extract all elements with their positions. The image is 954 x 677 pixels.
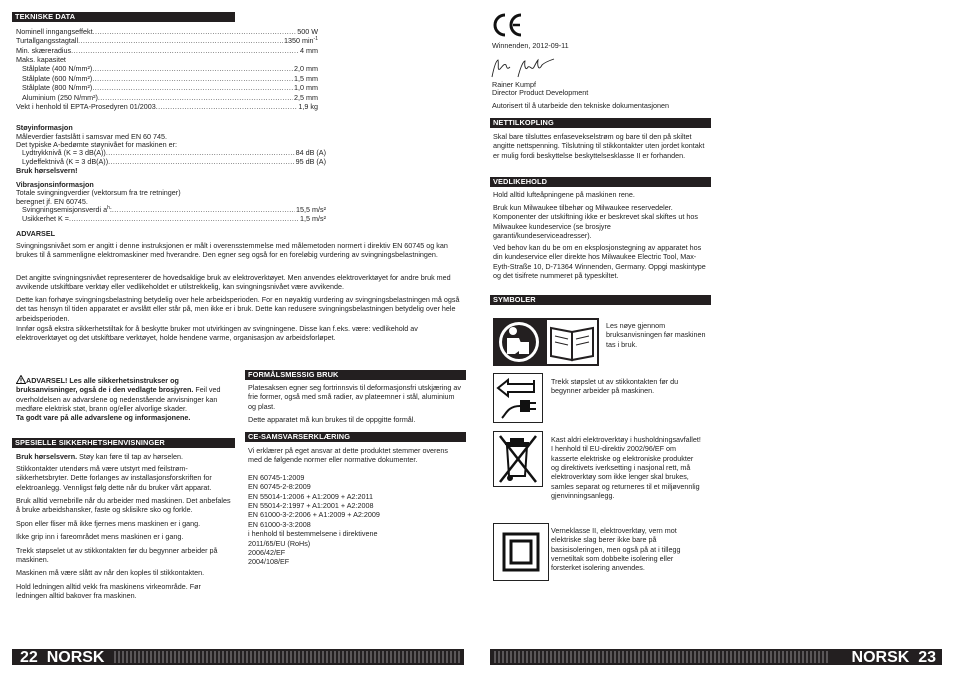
ce-standards-list bbox=[248, 473, 462, 567]
spec-row bbox=[16, 46, 318, 55]
section-header-maintenance: VEDLIKEHOLD bbox=[490, 177, 711, 187]
noise-row-label: Lydtrykknivå (K = 3 dB(A)) bbox=[22, 148, 106, 157]
spec-row-leader bbox=[92, 64, 293, 73]
vibration-row-leader bbox=[109, 205, 295, 214]
spec-row-value: 1,5 mm bbox=[294, 73, 318, 83]
spec-row-label: Stålplate (800 N/mm²) bbox=[22, 83, 93, 93]
left-page-language: NORSK bbox=[46, 649, 105, 666]
maintenance-paragraph-2: Bruk kun Milwaukee tilbehør og Milwaukee reservedeler. Komponenter der utskiftning ikke er beskrevet skal skiftes ut hos Milwaukee kundeservice (se brosjyre garanti/kundeserviceadresser). bbox=[493, 203, 698, 241]
noise-title: Støyinformasjon bbox=[16, 123, 73, 132]
safety-paragraph: Bruk alltid vernebrille når du arbeider med maskinen. Det anbefales å bruke arbeidshansker, faste og sklisikre sko og forkle. bbox=[16, 496, 231, 515]
vibration-row-label-sub: h bbox=[107, 205, 110, 211]
spec-row-label: Stålplate (400 N/mm²) bbox=[22, 64, 93, 74]
spec-row-value-sup: -1 bbox=[313, 36, 318, 43]
vibration-row-label: Usikkerhet K = bbox=[22, 214, 69, 224]
safety-list bbox=[16, 464, 232, 604]
safety-paragraph: Spon eller fliser må ikke fjernes mens maskinen er i gang. bbox=[16, 518, 201, 528]
vibration-row-leader bbox=[69, 214, 299, 223]
section-header-purpose: FORMÅLSMESSIG BRUK bbox=[245, 370, 466, 380]
spec-row bbox=[16, 27, 318, 36]
warning-title: ADVARSEL bbox=[16, 229, 56, 238]
spec-row-value: 1350 min bbox=[283, 36, 314, 46]
spec-row-value: 4 mm bbox=[300, 45, 318, 55]
left-page-label bbox=[16, 649, 108, 665]
noise-row bbox=[22, 148, 326, 157]
spec-row-value: 2,0 mm bbox=[294, 64, 318, 74]
vibration-title: Vibrasjonsinformasjon bbox=[16, 180, 94, 189]
spec-row bbox=[16, 102, 318, 111]
vibration-row-label: Svingningsemisjonsverdi a bbox=[22, 205, 108, 214]
vibration-row bbox=[22, 205, 326, 214]
spec-row-leader bbox=[78, 36, 283, 45]
safety-paragraph: Stikkontakter utendørs må være utstyrt med feilstrøm-sikkerhetsbryter. Dette forlanges av installasjonsforskriften for elektroanlegg. Vennligst følg dette når du bruker vårt apparat. bbox=[16, 464, 212, 492]
unplug-icon bbox=[493, 373, 543, 423]
ce-standard-line: EN 61000-3-3:2008 bbox=[248, 519, 311, 529]
ce-mark-icon bbox=[492, 12, 524, 40]
ce-declaration-text: Vi erklærer på eget ansvar at dette produktet stemmer overens med de følgende normer eller normative dokumenter. bbox=[248, 446, 449, 465]
noise-row-leader bbox=[106, 148, 295, 157]
signature-icon bbox=[490, 57, 558, 81]
ce-standard-line: EN 60745-1:2009 bbox=[248, 473, 305, 482]
vibration-row bbox=[22, 214, 326, 223]
safety-paragraph: Hold ledningen alltid vekk fra maskinens virkeområde. Før ledningen alltid bakover fra maskinen. bbox=[16, 581, 201, 600]
general-warning-bold: ADVARSEL! Les alle sikkerhetsinstrukser og bruksanvisninger, også de i den vedlagte brosjyren. bbox=[16, 376, 194, 395]
warning-paragraph-4: Innfør også ekstra sikkerhetstiltak for å beskytte bruker mot utvirkingen av svingningene. Disse kan f.eks. være: vedlikehold av elektroverktøyet og det utskiftbare verktøyet, holde hendene varme, organisasjon av arbeidsforløpet. bbox=[16, 324, 418, 343]
read-manual-icon bbox=[493, 318, 599, 366]
spec-row-leader bbox=[92, 83, 293, 92]
spec-row-value: 2,5 mm bbox=[294, 92, 318, 102]
vibration-line-2: beregnet jf. EN 60745. bbox=[16, 197, 88, 206]
vibration-row-label-suffix: : bbox=[109, 205, 112, 214]
maintenance-paragraph-3: Ved behov kan du be om en eksplosjonstegning av apparatet hos din kundeservice eller direkte hos Milwaukee Electric Tool, Max-Eyth-Straße 10, D-71364 Winnenden, Germany. Oppgi maskintype og det tisifrete nummeret på typeskiltet. bbox=[493, 243, 706, 281]
spec-row-label: Vekt i henhold til EPTA-Prosedyren 01/2003 bbox=[16, 101, 156, 111]
warning-triangle-icon bbox=[16, 375, 26, 384]
mains-text: Skal bare tilsluttes enfasevekselstrøm og bare til den på skiltet angitte nettspenning. Tilslutning til stikkontakter uten jordet kontakt er mulig fordi beskyttelse beskyttelsesklasse II er forhanden. bbox=[493, 132, 705, 160]
noise-line-2: Det typiske A-bedømte støynivået for maskinen er: bbox=[16, 140, 177, 149]
spec-row-label: Maks. kapasitet bbox=[16, 55, 66, 65]
symbol-read-manual-text: Les nøye gjennom bruksanvisningen før maskinen tas i bruk. bbox=[606, 321, 706, 349]
maintenance-paragraph-1: Hold alltid lufteåpningene på maskinen rene. bbox=[493, 190, 635, 199]
noise-row-value: 95 dB (A) bbox=[295, 157, 326, 167]
section-header-mains: NETTILKOPLING bbox=[490, 118, 711, 128]
spec-row bbox=[16, 55, 318, 64]
safety-paragraph: Maskinen må være slått av når den koples til stikkontakten. bbox=[16, 568, 205, 578]
spec-row-leader bbox=[93, 27, 297, 36]
spec-row-leader bbox=[156, 102, 298, 111]
noise-line-1: Måleverdier fastslått i samsvar med EN 60 745. bbox=[16, 132, 167, 141]
spec-row-label: Aluminium (250 N/mm²) bbox=[22, 92, 98, 102]
weee-bin-icon bbox=[493, 431, 543, 487]
warning-paragraph-2: Det angitte svingningsnivået representerer de hovedsaklige bruk av elektroverktøyet. Men anvendes elektroverktøyet for andre bruk med avvikende utskiftbare verktøy eller vedlikeholdet er utilstrekkelig, kan svingningsnivået være avvikende. bbox=[16, 273, 451, 292]
safety-hearing-text: Støy kan føre til tap av hørselen. bbox=[77, 452, 183, 461]
ce-standard-line: 2011/65/EU (RoHs) bbox=[248, 538, 311, 548]
place-date: Winnenden, 2012-09-11 bbox=[492, 41, 569, 50]
spec-list bbox=[16, 27, 318, 111]
keep-instructions: Ta godt vare på alle advarslene og informasjonene. bbox=[16, 413, 191, 423]
ce-standard-line: EN 55014-1:2006 + A1:2009 + A2:2011 bbox=[248, 491, 373, 501]
purpose-paragraph-2: Dette apparatet må kun brukes til de oppgitte formål. bbox=[248, 415, 416, 424]
spec-row bbox=[16, 64, 318, 73]
warning-paragraph-1: Svingningsnivået som er angitt i denne instruksjonen er målt i overensstemmelse med målemetoden normert i direktiv EN 60745 og kan brukes til å sammenligne elektromaskiner med hverandre. Den egner seg også for en foreløbig vurdering av svingningsbelastningen. bbox=[16, 241, 448, 260]
safety-hearing bbox=[16, 452, 232, 461]
section-header-ce-declaration: CE-SAMSVARSERKLÆRING bbox=[245, 432, 466, 442]
authorized-text: Autorisert til å utarbeide den tekniske dokumentasjonen bbox=[492, 101, 669, 110]
symbol-unplug-text: Trekk støpslet ut av stikkontakten før du begynner arbeider på maskinen. bbox=[551, 377, 679, 396]
ce-standard-line: i henhold til bestemmelsene i direktivene bbox=[248, 529, 378, 539]
vibration-row-value: 15,5 m/s² bbox=[296, 205, 326, 214]
spec-row bbox=[16, 83, 318, 92]
safety-paragraph: Trekk støpselet ut av stikkontakten før du begynner arbeider på maskinen. bbox=[16, 545, 218, 564]
safety-hearing-bold: Bruk hørselsvern. bbox=[16, 452, 78, 461]
general-warning bbox=[16, 375, 232, 423]
vibration-row-value: 1,5 m/s² bbox=[300, 214, 326, 224]
spec-row bbox=[16, 93, 318, 102]
class-ii-icon bbox=[493, 523, 549, 581]
spec-row-leader bbox=[98, 93, 293, 102]
spec-row-leader bbox=[71, 46, 299, 55]
section-header-symbols: SYMBOLER bbox=[490, 295, 711, 305]
noise-list bbox=[22, 148, 326, 167]
general-warning-text: Feil ved overholdelsen av advarslene og nedenstående anvisninger kan medføre elektrisk støt, brann og/eller alvorlige skader. bbox=[16, 385, 221, 414]
spec-row-value: 500 W bbox=[297, 27, 318, 36]
section-header-safety: SPESIELLE SIKKERHETSHENVISNINGER bbox=[12, 438, 235, 448]
safety-paragraph: Ikke grip inn i fareområdet mens maskinen er i gang. bbox=[16, 532, 184, 542]
ce-standard-line: EN 55014-2:1997 + A1:2001 + A2:2008 bbox=[248, 501, 374, 511]
spec-row-label: Min. skæreradius bbox=[16, 45, 72, 55]
vibration-line-1: Totale svingningverdier (vektorsum fra tre retninger) bbox=[16, 188, 181, 197]
right-page-number: 23 bbox=[918, 649, 936, 666]
signer-title: Director Product Development bbox=[492, 88, 589, 97]
section-header-technical-data: TEKNISKE DATA bbox=[12, 12, 235, 22]
ce-standard-line: EN 60745-2-8:2009 bbox=[248, 482, 311, 492]
spec-row-label: Stålplate (600 N/mm²) bbox=[22, 73, 93, 83]
spec-row-leader bbox=[92, 74, 293, 83]
signer-name: Rainer Kumpf bbox=[492, 80, 536, 89]
ce-standard-line: 2004/108/EF bbox=[248, 557, 290, 567]
noise-row-label: Lydeffektnivå (K = 3 dB(A)) bbox=[22, 157, 109, 167]
spec-row bbox=[16, 74, 318, 83]
left-page-number: 22 bbox=[20, 649, 38, 666]
symbol-weee-text: Kast aldri elektroverktøy i husholdningsavfallet! I henhold til EU-direktiv 2002/96/EF om kasserte elektriske og elektroniske produkter og direktivets iverksetting i nasjonal rett, må elektroverktøy som ikke lenger skal brukes, samles separat og returneres til et miljøvennlig gjenvinningsanlegg. bbox=[551, 435, 701, 501]
spec-row-value: 1,0 mm bbox=[294, 83, 318, 93]
purpose-paragraph-1: Platesaksen egner seg fortrinnsvis til deformasjonsfri utskjæring av frie former, også med små radier, av plateemner i stål, aluminium og plast. bbox=[248, 383, 461, 411]
noise-row-value: 84 dB (A) bbox=[295, 148, 326, 157]
ce-standard-line: 2006/42/EF bbox=[248, 547, 286, 557]
spec-row-label: Nominell inngangseffekt bbox=[16, 27, 93, 36]
noise-row-leader bbox=[108, 157, 295, 166]
spec-row bbox=[16, 36, 318, 45]
warning-paragraph-3: Dette kan forhøye svingningsbelastning betydelig over hele arbeidsperioden. For en nøyaktig vurdering av svingningsbelastningen må også det tas hensyn til tiden apparatet er avslått eller står på, men ikke er i bruk. Dette kan redusere svingningsbelastningen betydelig over hele arbeidsperioden. bbox=[16, 295, 460, 323]
right-page-label bbox=[842, 649, 942, 665]
spec-row-value: 1,9 kg bbox=[298, 101, 318, 111]
symbol-class-ii-text: Verneklasse II, elektroverktøy, vern mot elektriske slag berer ikke bare på basisisoleringen, men også på at i tillegg vernetiltak som dobbelte isolering eller forsterket isolering anvendes. bbox=[551, 526, 681, 573]
vibration-list bbox=[22, 205, 326, 224]
spec-row-label: Turtallgangsstagtall bbox=[16, 36, 79, 46]
ce-standard-line: EN 61000-3-2:2006 + A1:2009 + A2:2009 bbox=[248, 510, 380, 520]
right-page-language: NORSK bbox=[851, 649, 910, 666]
noise-warning: Bruk hørselsvern! bbox=[16, 166, 78, 175]
